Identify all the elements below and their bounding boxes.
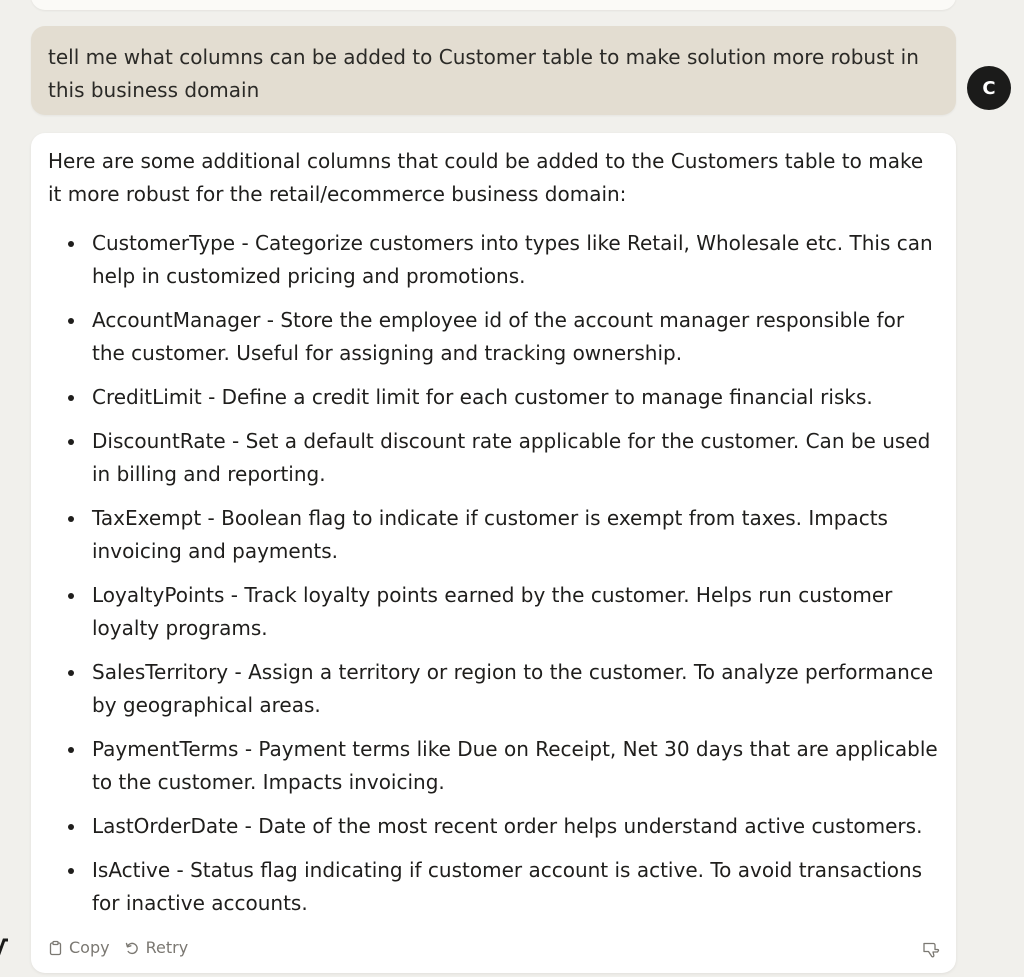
user-message-bubble: [31, 26, 956, 115]
claude-logo-icon: [0, 932, 10, 966]
list-item: LastOrderDate - Date of the most recent order helps understand active customers.: [48, 810, 942, 843]
list-item: TaxExempt - Boolean flag to indicate if customer is exempt from taxes. Impacts invoicing and payments.: [48, 502, 942, 568]
clipboard-icon: [48, 940, 63, 956]
assistant-message-card: [31, 133, 956, 973]
avatar-initial: C: [982, 77, 996, 99]
list-item: CustomerType - Categorize customers into types like Retail, Wholesale etc. This can help in customized pricing and promotions.: [48, 227, 942, 293]
user-avatar[interactable]: [967, 66, 1011, 110]
copy-button[interactable]: [48, 938, 110, 957]
retry-icon: [124, 940, 140, 956]
list-item: PaymentTerms - Payment terms like Due on Receipt, Net 30 days that are applicable to the customer. Impacts invoicing.: [48, 733, 942, 799]
message-actions: [48, 938, 202, 957]
list-item: LoyaltyPoints - Track loyalty points earned by the customer. Helps run customer loyalty programs.: [48, 579, 942, 645]
user-message-text: tell me what columns can be added to Customer table to make solution more robust in this business domain: [48, 45, 919, 102]
list-item: IsActive - Status flag indicating if customer account is active. To avoid transactions for inactive accounts.: [48, 854, 942, 920]
list-item: DiscountRate - Set a default discount rate applicable for the customer. Can be used in billing and reporting.: [48, 425, 942, 491]
copy-label: Copy: [69, 938, 110, 957]
retry-button[interactable]: [124, 938, 189, 957]
assistant-intro-text: Here are some additional columns that could be added to the Customers table to make it more robust for the retail/ecommerce business domain:: [48, 149, 924, 206]
list-item: CreditLimit - Define a credit limit for each customer to manage financial risks.: [48, 381, 942, 414]
list-item: AccountManager - Store the employee id of the account manager responsible for the customer. Useful for assigning and tracking ownership.: [48, 304, 942, 370]
thumbs-down-icon: [922, 941, 940, 958]
previous-message-card: [31, 0, 956, 10]
list-item: SalesTerritory - Assign a territory or region to the customer. To analyze performance by geographical areas.: [48, 656, 942, 722]
retry-label: Retry: [145, 938, 189, 957]
feedback-button[interactable]: [922, 941, 940, 962]
suggested-columns-list: [48, 227, 942, 920]
